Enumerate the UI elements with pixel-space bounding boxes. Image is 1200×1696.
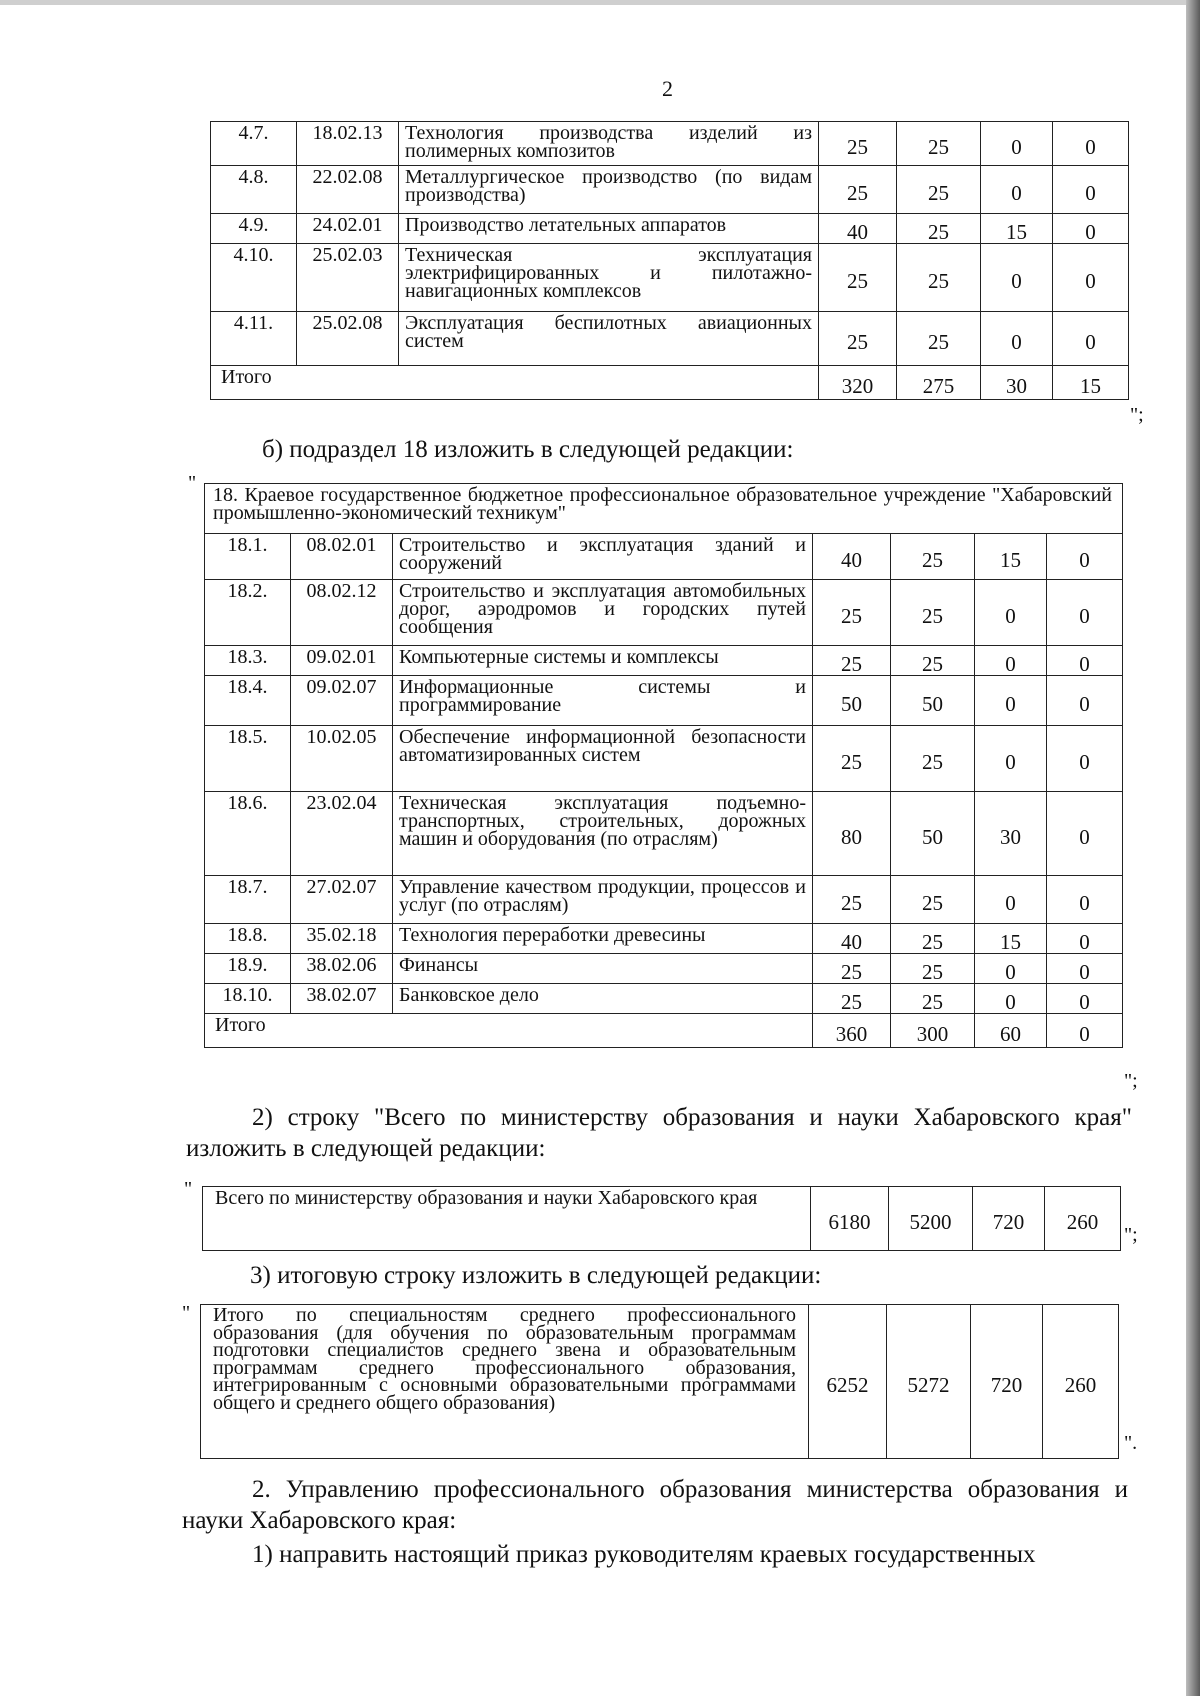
ministry-total-value: 260 <box>1045 1187 1121 1251</box>
scan-top-edge <box>0 0 1200 5</box>
value-extra: 0 <box>1047 726 1123 792</box>
closing-quote: "; <box>1124 1224 1138 1246</box>
paragraph-2-text: 2) строку "Всего по министерству образования и науки Хабаровского края" изложить в следующей редакции: <box>186 1104 1132 1162</box>
value-extra: 0 <box>1047 984 1123 1014</box>
total-value: 60 <box>975 1014 1047 1048</box>
total-value: 30 <box>981 366 1053 400</box>
value-total: 25 <box>819 244 897 312</box>
specialty-code: 35.02.18 <box>291 924 393 954</box>
table-section-18 <box>204 483 1123 1048</box>
specialty-code: 25.02.03 <box>297 244 399 312</box>
value-paid: 0 <box>975 954 1047 984</box>
value-total: 40 <box>813 924 891 954</box>
table-total-row <box>205 1014 1123 1048</box>
table-row <box>205 726 1123 792</box>
row-number: 18.1. <box>205 534 291 580</box>
grand-total-value: 5272 <box>887 1305 971 1459</box>
value-budget: 25 <box>891 726 975 792</box>
table-total-row <box>211 366 1129 400</box>
grand-total-row <box>201 1305 1119 1459</box>
specialty-name: Финансы <box>393 954 813 984</box>
total-value: 360 <box>813 1014 891 1048</box>
opening-quote: " <box>182 1302 191 1324</box>
value-paid: 15 <box>975 534 1047 580</box>
specialty-code: 27.02.07 <box>291 876 393 924</box>
table-row <box>211 166 1129 214</box>
value-paid: 30 <box>975 792 1047 876</box>
row-number: 4.9. <box>211 214 297 244</box>
value-paid: 0 <box>975 646 1047 676</box>
value-total: 25 <box>819 122 897 166</box>
total-value: 0 <box>1047 1014 1123 1048</box>
value-budget: 50 <box>891 676 975 726</box>
opening-quote: " <box>188 472 197 494</box>
specialty-name: Строительство и эксплуатация зданий и сооружений <box>393 534 813 580</box>
total-label: Итого <box>205 1014 813 1048</box>
closing-quote: "; <box>1124 1070 1138 1092</box>
value-budget: 25 <box>891 954 975 984</box>
total-label: Итого <box>211 366 819 400</box>
grand-total-value: 6252 <box>809 1305 887 1459</box>
specialty-code: 08.02.12 <box>291 580 393 646</box>
specialty-name: Компьютерные системы и комплексы <box>393 646 813 676</box>
row-number: 18.8. <box>205 924 291 954</box>
ministry-total-value: 720 <box>973 1187 1045 1251</box>
row-number: 18.5. <box>205 726 291 792</box>
closing-quote: "; <box>1130 404 1144 426</box>
value-total: 25 <box>819 166 897 214</box>
value-paid: 0 <box>981 244 1053 312</box>
total-value: 275 <box>897 366 981 400</box>
table-row <box>211 312 1129 366</box>
table-row <box>211 244 1129 312</box>
specialty-name: Технология производства изделий из полимерных композитов <box>399 122 819 166</box>
value-budget: 25 <box>897 214 981 244</box>
paragraph-3: 3) итоговую строку изложить в следующей редакции: <box>250 1262 822 1289</box>
value-extra: 0 <box>1053 312 1129 366</box>
row-number: 4.10. <box>211 244 297 312</box>
value-total: 25 <box>813 580 891 646</box>
value-paid: 0 <box>975 876 1047 924</box>
value-budget: 25 <box>891 580 975 646</box>
value-budget: 25 <box>891 534 975 580</box>
specialty-code: 24.02.01 <box>297 214 399 244</box>
value-paid: 0 <box>975 580 1047 646</box>
value-extra: 0 <box>1047 924 1123 954</box>
specialty-name: Производство летательных аппаратов <box>399 214 819 244</box>
ministry-total-row <box>203 1187 1121 1251</box>
specialty-name: Металлургическое производство (по видам производства) <box>399 166 819 214</box>
specialty-name: Строительство и эксплуатация автомобильных дорог, аэродромов и городских путей сообщения <box>393 580 813 646</box>
specialty-code: 38.02.07 <box>291 984 393 1014</box>
specialty-name: Эксплуатация беспилотных авиационных систем <box>399 312 819 366</box>
paragraph-item-1: 1) направить настоящий приказ руководителям краевых государственных <box>252 1541 1036 1568</box>
value-paid: 15 <box>981 214 1053 244</box>
ministry-total-value: 5200 <box>889 1187 973 1251</box>
specialty-name: Управление качеством продукции, процессов и услуг (по отраслям) <box>393 876 813 924</box>
total-value: 300 <box>891 1014 975 1048</box>
table-grand-total <box>200 1304 1119 1459</box>
scan-right-edge <box>1186 0 1200 1696</box>
specialty-name: Техническая эксплуатация электрифицированных и пилотажно-навигационных комплексов <box>399 244 819 312</box>
value-budget: 25 <box>891 924 975 954</box>
table-row <box>205 984 1123 1014</box>
value-budget: 25 <box>897 312 981 366</box>
ministry-total-value: 6180 <box>811 1187 889 1251</box>
value-budget: 50 <box>891 792 975 876</box>
value-extra: 0 <box>1053 214 1129 244</box>
value-budget: 25 <box>897 122 981 166</box>
paragraph-section-2-text: 2. Управлению профессионального образования министерства образования и науки Хабаровского края: <box>182 1476 1128 1534</box>
specialty-code: 10.02.05 <box>291 726 393 792</box>
specialty-name: Техническая эксплуатация подъемно-транспортных, строительных, дорожных машин и оборудования (по отраслям) <box>393 792 813 876</box>
grand-total-label: Итого по специальностям среднего профессионального образования (для обучения по образовательным программам подготовки специалистов среднего звена и образовательным программам среднего профессионального образования, интегрированным с основными образовательными программами общего и среднего общего образования) <box>201 1305 809 1459</box>
value-extra: 0 <box>1047 580 1123 646</box>
row-number: 4.8. <box>211 166 297 214</box>
specialty-code: 09.02.01 <box>291 646 393 676</box>
paragraph-b: б) подраздел 18 изложить в следующей редакции: <box>262 436 794 463</box>
row-number: 18.4. <box>205 676 291 726</box>
row-number: 18.7. <box>205 876 291 924</box>
value-extra: 0 <box>1053 244 1129 312</box>
grand-total-value: 260 <box>1043 1305 1119 1459</box>
value-paid: 15 <box>975 924 1047 954</box>
row-number: 4.11. <box>211 312 297 366</box>
table-ministry-total <box>202 1186 1121 1251</box>
value-total: 25 <box>813 646 891 676</box>
value-total: 25 <box>813 954 891 984</box>
value-extra: 0 <box>1047 876 1123 924</box>
specialty-name: Банковское дело <box>393 984 813 1014</box>
specialty-name: Информационные системы и программирование <box>393 676 813 726</box>
value-extra: 0 <box>1047 954 1123 984</box>
row-number: 18.6. <box>205 792 291 876</box>
value-budget: 25 <box>891 646 975 676</box>
value-paid: 0 <box>975 984 1047 1014</box>
table-row <box>205 534 1123 580</box>
table-row <box>205 646 1123 676</box>
specialty-code: 38.02.06 <box>291 954 393 984</box>
row-number: 18.9. <box>205 954 291 984</box>
opening-quote: " <box>184 1178 193 1200</box>
value-total: 50 <box>813 676 891 726</box>
value-total: 25 <box>819 312 897 366</box>
value-extra: 0 <box>1047 646 1123 676</box>
specialty-name: Обеспечение информационной безопасности автоматизированных систем <box>393 726 813 792</box>
value-extra: 0 <box>1047 534 1123 580</box>
value-budget: 25 <box>897 244 981 312</box>
value-total: 80 <box>813 792 891 876</box>
value-budget: 25 <box>891 876 975 924</box>
value-total: 25 <box>813 876 891 924</box>
table-row <box>205 924 1123 954</box>
specialty-code: 18.02.13 <box>297 122 399 166</box>
closing-quote: ". <box>1124 1432 1138 1454</box>
specialty-code: 08.02.01 <box>291 534 393 580</box>
row-number: 18.3. <box>205 646 291 676</box>
total-value: 15 <box>1053 366 1129 400</box>
value-paid: 0 <box>975 676 1047 726</box>
table-row <box>211 122 1129 166</box>
value-total: 40 <box>819 214 897 244</box>
value-paid: 0 <box>975 726 1047 792</box>
row-number: 18.10. <box>205 984 291 1014</box>
value-extra: 0 <box>1053 122 1129 166</box>
value-total: 25 <box>813 726 891 792</box>
row-number: 18.2. <box>205 580 291 646</box>
paragraph-2 <box>186 1102 1132 1164</box>
table-row <box>205 580 1123 646</box>
value-paid: 0 <box>981 312 1053 366</box>
table-section-4-continuation <box>210 121 1129 400</box>
paragraph-section-2 <box>182 1474 1128 1536</box>
specialty-code: 22.02.08 <box>297 166 399 214</box>
value-paid: 0 <box>981 166 1053 214</box>
specialty-name: Технология переработки древесины <box>393 924 813 954</box>
ministry-total-label: Всего по министерству образования и науки Хабаровского края <box>203 1187 811 1251</box>
specialty-code: 09.02.07 <box>291 676 393 726</box>
value-budget: 25 <box>897 166 981 214</box>
specialty-code: 23.02.04 <box>291 792 393 876</box>
value-budget: 25 <box>891 984 975 1014</box>
institution-name: 18. Краевое государственное бюджетное профессиональное образовательное учреждение "Хабаровский промышленно-экономический техникум" <box>205 484 1123 534</box>
grand-total-value: 720 <box>971 1305 1043 1459</box>
specialty-code: 25.02.08 <box>297 312 399 366</box>
table-row <box>205 954 1123 984</box>
row-number: 4.7. <box>211 122 297 166</box>
value-paid: 0 <box>981 122 1053 166</box>
table-row <box>205 876 1123 924</box>
institution-header-row <box>205 484 1123 534</box>
value-total: 25 <box>813 984 891 1014</box>
value-extra: 0 <box>1047 676 1123 726</box>
total-value: 320 <box>819 366 897 400</box>
table-row <box>205 676 1123 726</box>
value-extra: 0 <box>1047 792 1123 876</box>
table-row <box>205 792 1123 876</box>
table-row <box>211 214 1129 244</box>
value-total: 40 <box>813 534 891 580</box>
page-number: 2 <box>662 76 673 101</box>
value-extra: 0 <box>1053 166 1129 214</box>
